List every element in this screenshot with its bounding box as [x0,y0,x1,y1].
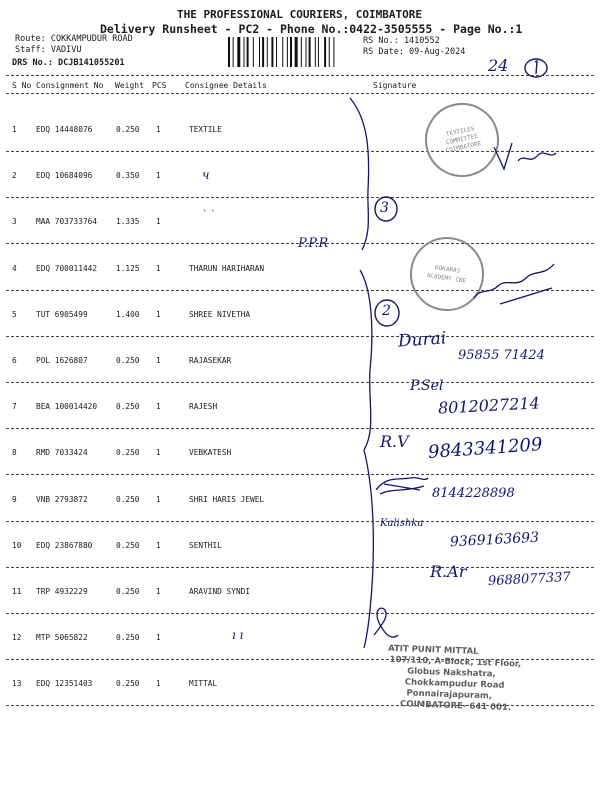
cell-pcs: 1 [156,310,161,319]
cell-pcs: 1 [156,171,161,180]
cell-weight: 0.250 [116,679,140,688]
signature-row-6: Durai [397,328,447,352]
cell-sno: 11 [12,587,22,596]
brace-number-2: 2 [382,303,391,319]
cell-weight: 1.400 [116,310,140,319]
cell-sno: 12 [12,633,22,642]
signature-row-7: P.Sel [410,378,444,394]
brace-number-3: 3 [380,200,389,216]
phone-row-10: 9369163693 [449,529,540,551]
textiles-committee-stamp: TEXTILES COMMITTEE COIMBATORE [418,96,506,184]
row-divider [6,336,594,337]
cell-cno: MAA 703733764 [36,217,98,226]
cell-pcs: 1 [156,217,161,226]
cell-consignee: ARAVIND SYNDI [189,587,251,596]
cell-pcs: 1 [156,402,161,411]
cell-consignee: RAJASEKAR [189,356,232,365]
cell-consignee: THARUN HARIHARAN [189,264,265,273]
cell-weight: 0.250 [116,495,140,504]
cell-sno: 7 [12,402,17,411]
cell-weight: 0.250 [116,356,140,365]
cell-sno: 10 [12,541,22,550]
pen-stroke-mark-2: ı ı [232,628,244,642]
cell-consignee: RAJESH [189,402,218,411]
phone-row-7: 8012027214 [437,393,541,418]
cell-cno: MTP 5065822 [36,633,88,642]
signature-row-10: Kalishka [380,518,424,529]
address-line: Globus Nakshatra, [407,666,496,680]
signature-row-9 [372,470,432,500]
phone-row-9: 8144228898 [432,486,515,501]
col-pcs: PCS [152,81,167,90]
cell-consignee: VEBKATESH [189,448,232,457]
cell-cno: EDQ 700011442 [36,264,98,273]
cell-cno: TUT 6905499 [36,310,88,319]
row-divider [6,521,594,522]
cell-weight: 0.250 [116,587,140,596]
col-consignment: Consignment No [36,81,104,90]
doc-title: THE PROFESSIONAL COURIERS, COIMBATORE [177,8,423,21]
ppr-annotation: P.P.R [298,236,329,251]
cell-cno: TRP 4932229 [36,587,88,596]
address-line: 107/110, A-Block, 1st Floor, [389,654,522,670]
cell-cno: VNB 2793872 [36,495,88,504]
cell-weight: 0.250 [116,125,140,134]
handwritten-brace-marks [340,90,390,650]
rs-no: RS No.: 1410552 [363,36,440,46]
cell-cno: EDQ 12351403 [36,679,93,688]
doc-subtitle: Delivery Runsheet - PC2 - Phone No.:0422-3505555 - Page No.:1 [100,22,523,36]
cell-weight: 0.350 [116,171,140,180]
cell-pcs: 1 [156,541,161,550]
cell-pcs: 1 [156,356,161,365]
pen-stroke-mark: ` ` [202,210,216,221]
phone-row-8: 9843341209 [427,434,544,463]
cell-cno: BEA 100014420 [36,402,98,411]
cell-pcs: 1 [156,125,161,134]
rs-date: RS Date: 09-Aug-2024 [363,47,466,57]
cell-sno: 3 [12,217,17,226]
cell-consignee: SHREE NIVETHA [189,310,251,319]
col-signature: Signature [373,81,417,90]
address-line: COIMBATORE- 641 001. [399,699,512,714]
cell-sno: 8 [12,448,17,457]
cell-pcs: 1 [156,448,161,457]
cell-consignee: SENTHIL [189,541,222,550]
phone-row-11: 9688077337 [487,569,572,590]
cell-weight: 0.250 [116,448,140,457]
cell-sno: 2 [12,171,17,180]
signature-row-5 [470,258,560,308]
row-divider [6,382,594,383]
barcode-image [228,37,356,67]
col-sno: S No [12,81,32,90]
signature-row-8: R.V [380,432,409,451]
signature-row-11: R.Ar [430,562,467,581]
cell-consignee: TEXTILE [189,125,222,134]
row-divider [6,428,594,429]
address-line: Ponnairajapuram, [406,688,493,702]
cell-pcs: 1 [156,679,161,688]
cell-cno: POL 1626807 [36,356,88,365]
address-stamp [382,644,522,715]
cell-sno: 13 [12,679,22,688]
header-bottom-rule [6,93,594,94]
cell-sno: 6 [12,356,17,365]
handwritten-count: 24 [488,56,509,75]
row-divider [6,567,594,568]
cell-cno: EDQ 10684096 [36,171,93,180]
pen-tick-mark: ч [202,168,210,182]
staff-label: Staff: VADIVU [15,45,82,55]
circled-one-mark [522,56,550,80]
cell-weight: 0.250 [116,633,140,642]
brace-end-mark [364,605,404,645]
row-divider [6,197,594,198]
cell-weight: 0.250 [116,541,140,550]
cell-weight: 1.335 [116,217,140,226]
cell-cno: EDQ 23867880 [36,541,93,550]
header-top-rule [6,75,594,76]
cell-consignee: MITTAL [189,679,218,688]
cell-weight: 1.125 [116,264,140,273]
cell-sno: 1 [12,125,17,134]
cell-sno: 9 [12,495,17,504]
cell-pcs: 1 [156,264,161,273]
row-divider [6,613,594,614]
cell-weight: 0.250 [116,402,140,411]
academy-stamp: KOKARAS ACADEMY CBE [405,232,489,316]
address-line: Chokkampudur Road [404,677,505,691]
col-consignee: Consignee Details [185,81,267,90]
signature-row-2 [490,135,560,175]
cell-sno: 5 [12,310,17,319]
cell-cno: RMD 7033424 [36,448,88,457]
phone-row-6: 95855 71424 [458,348,545,363]
cell-pcs: 1 [156,587,161,596]
cell-sno: 4 [12,264,17,273]
route-label: Route: COKKAMPUDUR ROAD [15,34,133,44]
cell-pcs: 1 [156,633,161,642]
cell-consignee: SHRI HARIS JEWEL [189,495,265,504]
col-weight: Weight [115,81,144,90]
cell-cno: EDQ 14448076 [36,125,93,134]
drs-label: DRS No.: DCJB141055201 [12,58,125,68]
row-divider [6,474,594,475]
address-line: ATIT PUNIT MITTAL [387,643,479,657]
cell-pcs: 1 [156,495,161,504]
